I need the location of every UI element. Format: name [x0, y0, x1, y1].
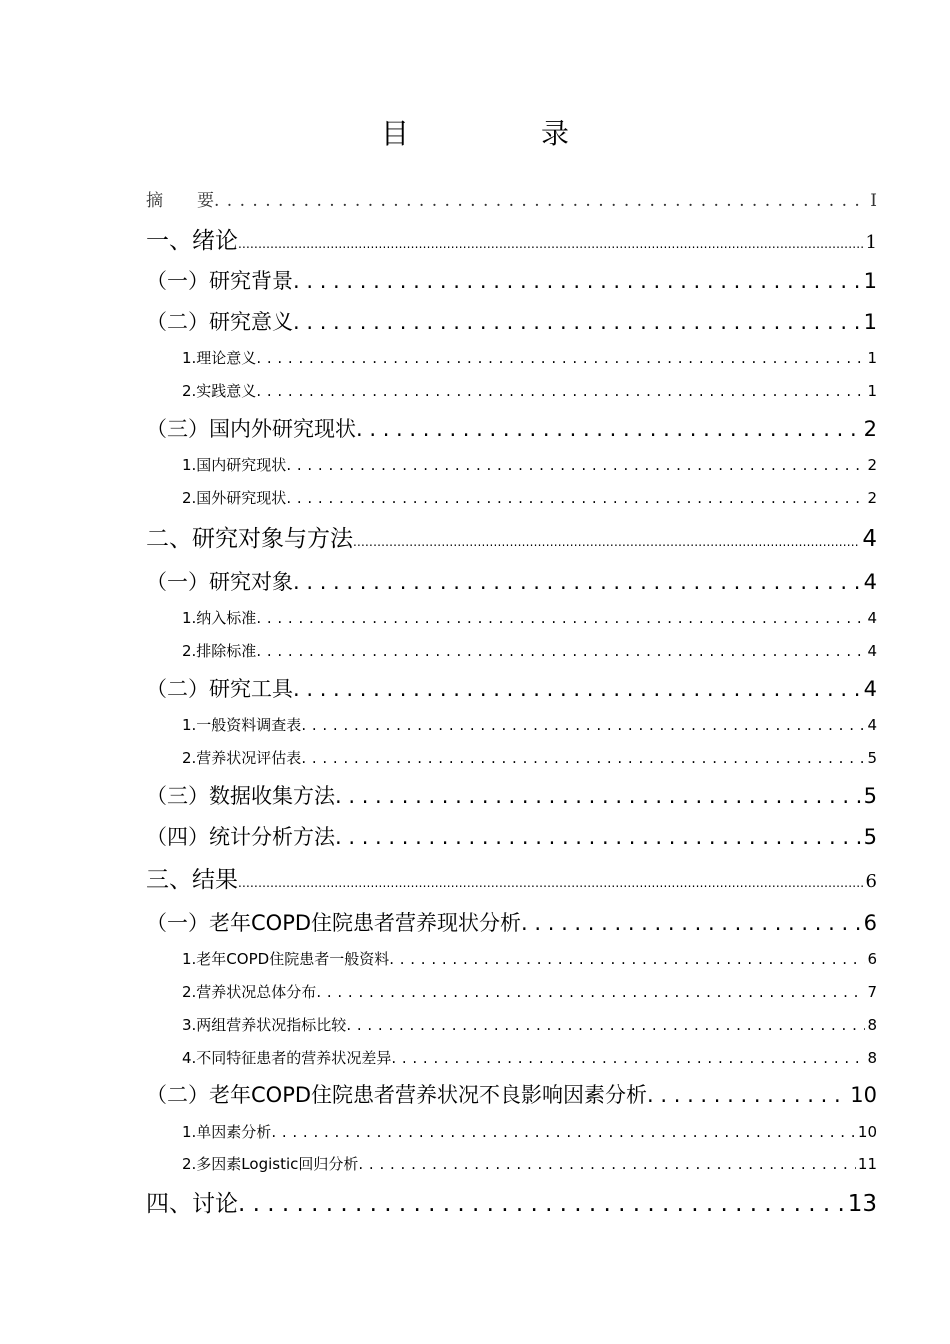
toc-entry-page: 7	[867, 983, 877, 1001]
toc-entry-subsection[interactable]	[182, 981, 877, 1002]
toc-entry-label: 1.单因素分析	[182, 1123, 272, 1141]
toc-entry-label: 1.理论意义	[182, 349, 257, 367]
dot-leader	[647, 1083, 848, 1107]
toc-entry-subsection[interactable]	[182, 1153, 877, 1174]
toc-entry-label: 四、讨论	[146, 1191, 238, 1217]
toc-entry-label: 1.老年COPD住院患者一般资料	[182, 950, 390, 968]
toc-entry-chapter-1[interactable]	[146, 222, 877, 255]
dot-leader	[256, 349, 865, 367]
toc-entry-label: 2.排除标准	[182, 642, 257, 660]
toc-entry-page: 4	[862, 526, 877, 552]
toc-entry-page: 10	[850, 1083, 877, 1107]
toc-entry-page: 4	[867, 642, 877, 660]
toc-entry-label: 4.不同特征患者的营养状况差异	[182, 1049, 392, 1067]
dot-leader	[214, 191, 868, 211]
dot-leader	[521, 911, 862, 935]
toc-entry-page: 4	[863, 677, 877, 701]
toc-entry-section[interactable]	[146, 413, 877, 443]
toc-entry-page: I	[870, 191, 877, 211]
dot-leader	[293, 269, 862, 293]
toc-entry-section[interactable]	[146, 306, 877, 336]
toc-entry-section[interactable]	[146, 907, 877, 937]
dot-leader	[293, 310, 862, 334]
toc-entry-label: 2.营养状况总体分布	[182, 983, 317, 1001]
dot-leader	[256, 642, 865, 660]
toc-entry-section[interactable]	[146, 780, 877, 810]
toc-entry-label: 1.纳入标准	[182, 609, 257, 627]
toc-entry-abstract[interactable]	[146, 186, 877, 211]
toc-entry-page: 5	[867, 749, 877, 767]
toc-entry-page: 6	[863, 911, 877, 935]
toc-entry-section[interactable]	[146, 821, 877, 851]
toc-entry-label: 1.国内研究现状	[182, 456, 287, 474]
toc-entry-label: 2.多因素Logistic回归分析	[182, 1155, 359, 1173]
toc-entry-subsection[interactable]	[182, 948, 877, 969]
toc-entry-chapter-3[interactable]	[146, 861, 877, 894]
toc-entry-page: 4	[867, 609, 877, 627]
dot-leader	[271, 1123, 856, 1141]
dot-leader	[286, 456, 865, 474]
dot-leader	[301, 716, 865, 734]
dot-leader	[293, 570, 862, 594]
toc-entry-subsection[interactable]	[182, 747, 877, 768]
toc-entry-subsection[interactable]	[182, 380, 877, 401]
toc-entry-page: 2	[867, 489, 877, 507]
dot-leader	[256, 609, 865, 627]
toc-entry-subsection[interactable]	[182, 607, 877, 628]
toc-entry-page: 5	[863, 784, 877, 808]
toc-entry-page: 1	[867, 349, 877, 367]
toc-entry-subsection[interactable]	[182, 1047, 877, 1068]
dot-leader	[286, 489, 865, 507]
toc-entry-page: 11	[857, 1155, 877, 1173]
toc-entry-section[interactable]	[146, 265, 877, 295]
toc-entry-label: 1.一般资料调查表	[182, 716, 302, 734]
dot-leader	[256, 382, 865, 400]
toc-entry-page: 1	[863, 269, 877, 293]
toc-entry-label: （一）研究背景	[146, 269, 293, 293]
toc-entry-chapter-4[interactable]	[146, 1185, 877, 1218]
toc-entry-page: 8	[867, 1016, 877, 1034]
dot-leader	[353, 526, 860, 552]
toc-entry-label: （二）老年COPD住院患者营养状况不良影响因素分析	[146, 1083, 648, 1107]
toc-entry-label: 摘 要	[146, 191, 214, 211]
toc-entry-page: 2	[867, 456, 877, 474]
toc-entry-label: 一、绪论	[146, 228, 238, 254]
toc-entry-label: 三、结果	[146, 867, 238, 893]
dot-leader	[356, 417, 862, 441]
toc-entry-page: 5	[863, 825, 877, 849]
toc-entry-label: （一）研究对象	[146, 570, 293, 594]
dot-leader	[316, 983, 865, 1001]
toc-entry-page: 1	[865, 232, 877, 253]
toc-entry-section[interactable]	[146, 673, 877, 703]
dot-leader	[293, 677, 862, 701]
dot-leader	[346, 1016, 865, 1034]
toc-entry-page: 6	[867, 950, 877, 968]
dot-leader	[238, 1191, 846, 1217]
toc-entry-chapter-2[interactable]	[146, 520, 877, 553]
toc-entry-page: 4	[863, 570, 877, 594]
dot-leader	[335, 784, 862, 808]
toc-entry-section[interactable]	[146, 566, 877, 596]
dot-leader	[391, 1049, 865, 1067]
toc-entry-label: 二、研究对象与方法	[146, 526, 353, 552]
dot-leader	[389, 950, 865, 968]
toc-entry-page: 4	[867, 716, 877, 734]
dot-leader	[301, 749, 865, 767]
toc-entry-label: （二）研究意义	[146, 310, 293, 334]
toc-entry-subsection[interactable]	[182, 454, 877, 475]
dot-leader	[335, 825, 862, 849]
toc-entry-page: 10	[857, 1123, 877, 1141]
toc-entry-subsection[interactable]	[182, 347, 877, 368]
toc-entry-page: 2	[863, 417, 877, 441]
toc-entry-subsection[interactable]	[182, 640, 877, 661]
toc-entry-subsection[interactable]	[182, 714, 877, 735]
dot-leader	[358, 1155, 856, 1173]
dot-leader	[238, 228, 864, 254]
toc-title: 目 录	[380, 117, 621, 150]
toc-entry-label: （四）统计分析方法	[146, 825, 335, 849]
dot-leader	[238, 867, 864, 893]
toc-entry-page: 1	[863, 310, 877, 334]
toc-entry-subsection[interactable]	[182, 1014, 877, 1035]
toc-entry-label: （三）国内外研究现状	[146, 417, 356, 441]
toc-entry-label: （三）数据收集方法	[146, 784, 335, 808]
toc-entry-label: 3.两组营养状况指标比较	[182, 1016, 347, 1034]
toc-entry-page: 6	[865, 871, 877, 892]
toc-entry-page: 1	[867, 382, 877, 400]
toc-entry-label: 2.营养状况评估表	[182, 749, 302, 767]
toc-entry-section[interactable]	[146, 1079, 877, 1109]
toc-entry-label: （二）研究工具	[146, 677, 293, 701]
toc-entry-page: 13	[847, 1191, 877, 1217]
toc-entry-label: 2.实践意义	[182, 382, 257, 400]
toc-entry-subsection[interactable]	[182, 487, 877, 508]
toc-entry-label: （一）老年COPD住院患者营养现状分析	[146, 911, 522, 935]
toc-entry-page: 8	[867, 1049, 877, 1067]
toc-entry-label: 2.国外研究现状	[182, 489, 287, 507]
toc-entry-subsection[interactable]	[182, 1121, 877, 1142]
